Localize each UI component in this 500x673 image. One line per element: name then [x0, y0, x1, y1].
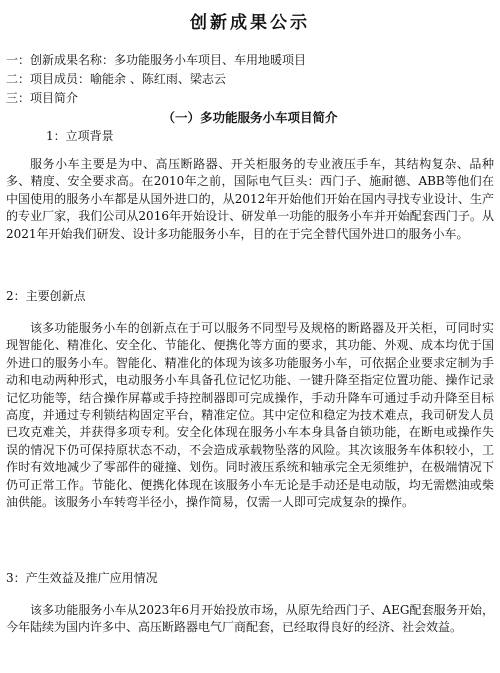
background-subheading: 1：立项背景 [46, 129, 114, 143]
page-title: 创新成果公示 [190, 13, 310, 33]
innovation-paragraph: 该多功能服务小车的创新点在于可以服务不同型号及规格的断路器及开关柜，可同时实现智能化、精准化、安全化、节能化、便携化等方面的要求，其功能、外观、成本均优于国外进口的服务小车。智能化、精准化的体现为该多功能服务小车，可依据企业要求定制为手动和电动两种形式，电动服务小车具备孔位记忆功能、一键升降至指定位置功能、操作记录记忆功能等，结合操作屏幕或手持控制器即可完成操作，手动升降车可通过手动升降至目标高度，并通过专利锁结构固定平台，精准定位。其中定位和稳定为技术难点，我司研发人员已攻克难关，并获得多项专利。安全化体现在服务小车本身具备自锁功能，在断电或操作失误的情况下仍可保持原状态不动，不会造成承载物坠落的风险。其次该服务车体积较小，工作时有效地减少了零部件的碰撞、划伤。同时液压系统和轴承完全无须维护，在极端情况下仍可正常工作。节能化、便携化体现在该服务小车无论是手动还是电动版，均无需燃油或柴油供能。该服务小车转弯半径小，操作简易，仅需一人即可完成复杂的操作。 [6, 321, 494, 510]
innovation-subheading: 2：主要创新点 [6, 289, 86, 303]
project-name-line: 一：创新成果名称：多功能服务小车项目、车用地暖项目 [6, 53, 307, 67]
benefits-subheading: 3：产生效益及推广应用情况 [6, 571, 158, 585]
background-paragraph: 服务小车主要是为中、高压断路器、开关柜服务的专业液压手车，其结构复杂、品种多、精度、安全要求高。在2010年之前，国际电气巨头：西门子、施耐德、ABB等他们在中国使用的服务小车都是从国外进口的，从2012年开始他们开始在国内寻找专业设计、生产的专业厂家，我们公司从2016年开始设计、研发单一功能的服务小车并开始配套西门子。从2021年开始我们研发、设计多功能服务小车，目的在于完全替代国外进口的服务小车。 [6, 157, 494, 241]
benefits-paragraph: 该多功能服务小车从2023年6月开始投放市场，从原先给西门子、AEG配套服务开始，今年陆续为国内许多中、高压断路器电气厂商配套，已经取得良好的经济、社会效益。 [6, 603, 494, 635]
section-heading: （一）多功能服务小车项目简介 [162, 110, 338, 125]
project-intro-heading: 三：项目简介 [6, 91, 79, 105]
project-members-line: 二：项目成员：喻能余 、陈红雨、梁志云 [6, 72, 226, 86]
